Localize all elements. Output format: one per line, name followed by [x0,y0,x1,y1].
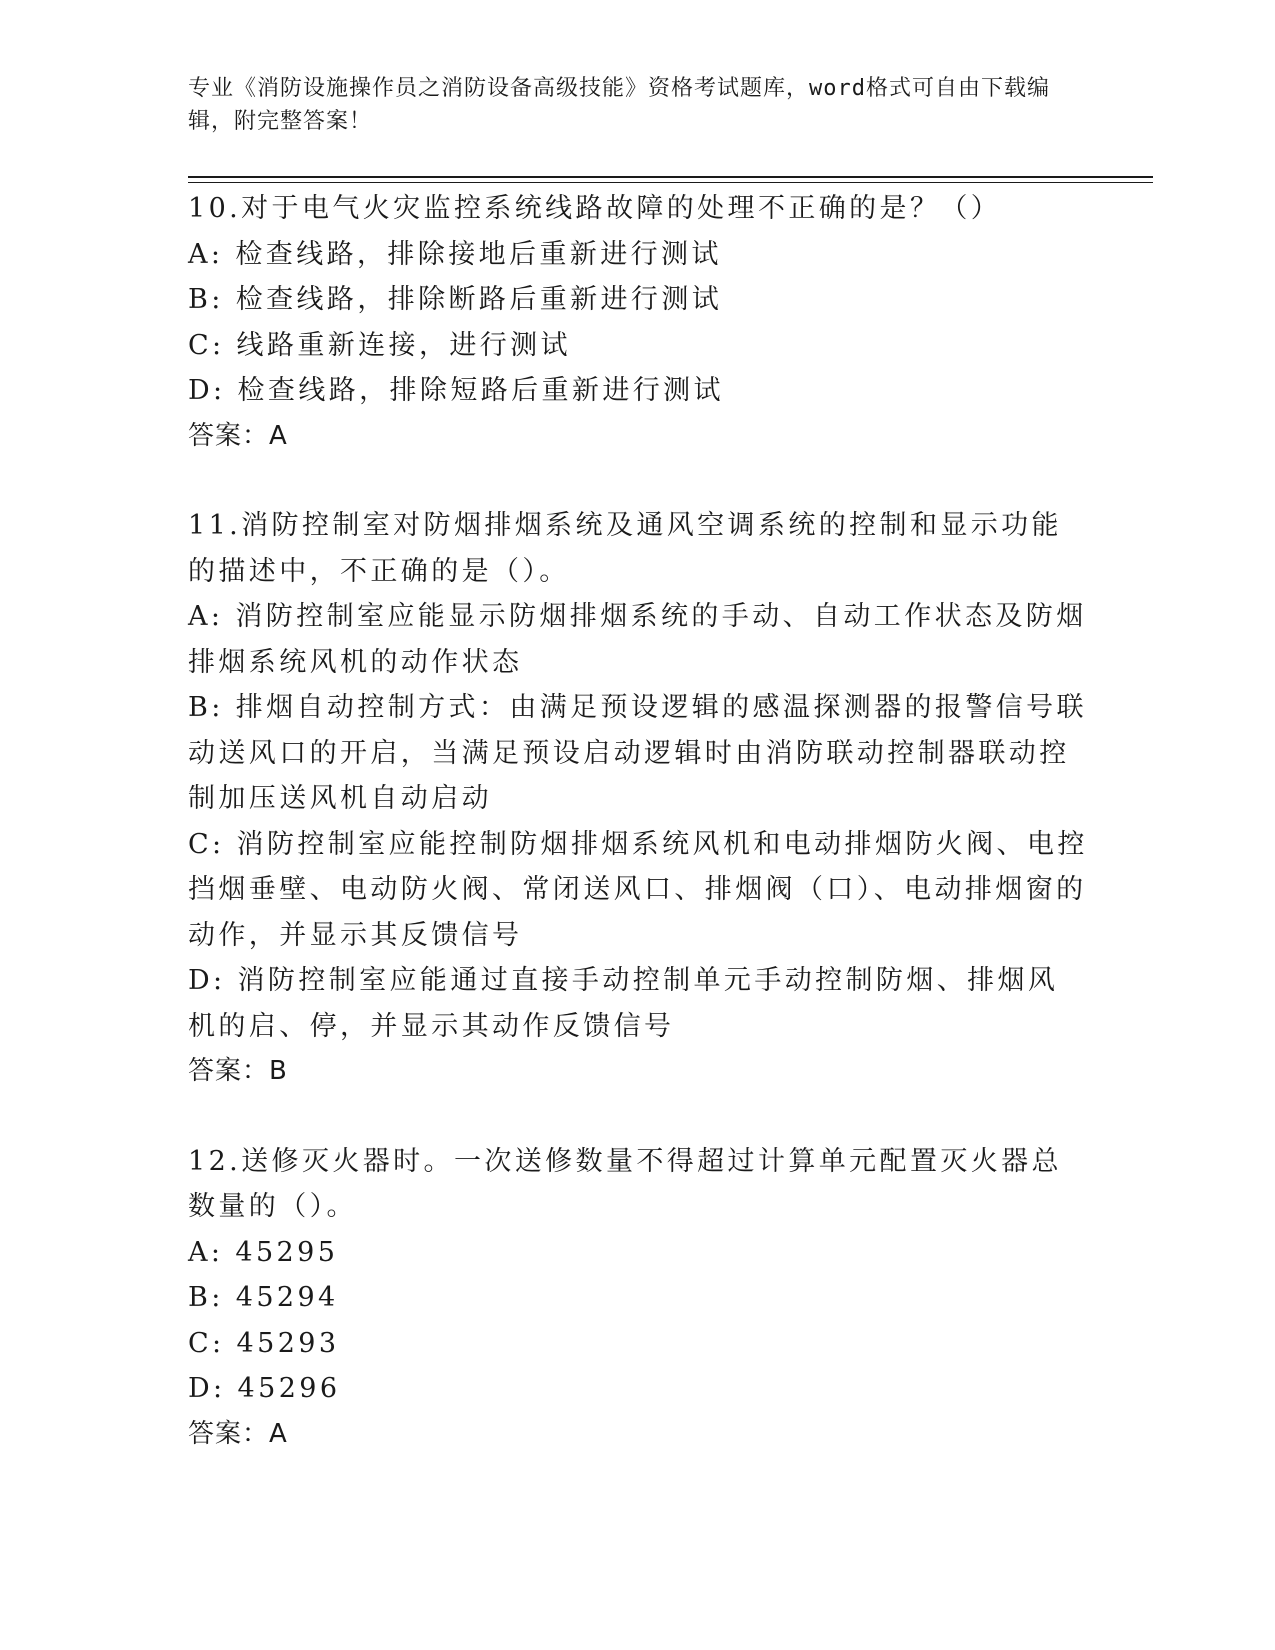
answer-value: A [269,420,288,451]
option-text: 消防控制室应能控制防烟排烟系统风机和电动排烟防火阀、电控挡烟垂壁、电动防火阀、常闭送风口、排烟阀（口）、电动排烟窗的动作，并显示其反馈信号 [188,828,1088,951]
option-text: 45295 [235,1236,339,1268]
option-a [188,232,1088,278]
question-text: 消防控制室对防烟排烟系统及通风空调系统的控制和显示功能的描述中，不正确的是（）。 [188,510,1062,587]
option-text: 线路重新连接，进行测试 [236,329,571,361]
option-a [188,594,1088,685]
option-label: A: [188,601,224,632]
option-label: D: [188,375,226,406]
option-label: B: [188,284,224,315]
option-label: A: [188,1236,224,1268]
document-header: 专业《消防设施操作员之消防设备高级技能》资格考试题库，word格式可自由下载编辑，附完整答案！ [188,76,1050,134]
question-stem [188,503,1088,594]
answer-label: 答案： [188,420,270,451]
question-list [188,186,1088,1457]
answer-value: A [269,1418,288,1449]
option-c [188,323,1088,369]
answer-line [188,1049,1088,1095]
option-a [188,1230,1088,1276]
answer-line [188,414,1088,460]
question-spacer [188,459,1088,503]
option-b [188,685,1088,822]
answer-label: 答案： [188,1418,270,1449]
question-spacer [188,1095,1088,1139]
question-number: 10. [188,193,242,224]
option-text: 检查线路，排除接地后重新进行测试 [235,238,722,270]
question-10 [188,186,1088,459]
question-text: 对于电气火灾监控系统线路故障的处理不正确的是？（） [241,193,1002,224]
option-label: C: [188,828,225,860]
option-d [188,958,1088,1049]
option-text: 45296 [237,1373,341,1404]
option-label: B: [188,1282,224,1313]
header-divider-thin [188,182,1153,183]
option-b [188,1275,1088,1321]
option-label: A: [188,238,224,270]
option-text: 排烟自动控制方式：由满足预设逻辑的感温探测器的报警信号联动送风口的开启，当满足预设启动逻辑时由消防联动控制器联动控制加压送风机自动启动 [188,692,1087,814]
question-number: 12. [188,1145,242,1177]
question-11 [188,503,1088,1095]
option-text: 检查线路，排除断路后重新进行测试 [235,284,723,315]
option-label: C: [188,329,225,361]
option-label: C: [188,1327,225,1359]
question-number: 11. [188,510,242,541]
question-stem [188,1139,1088,1230]
option-text: 消防控制室应能通过直接手动控制单元手动控制防烟、排烟风机的启、停，并显示其动作反馈信号 [188,965,1059,1042]
question-12 [188,1139,1088,1458]
header-divider-thick [188,176,1153,178]
option-label: D: [188,965,226,996]
option-label: D: [188,1373,226,1404]
option-b [188,277,1088,323]
option-d [188,1366,1088,1412]
option-d [188,368,1088,414]
question-text: 送修灭火器时。一次送修数量不得超过计算单元配置灭火器总数量的（）。 [188,1145,1062,1222]
option-c [188,822,1088,959]
answer-label: 答案： [188,1056,270,1086]
option-label: B: [188,692,224,723]
question-stem [188,186,1088,232]
answer-value: B [269,1056,288,1086]
answer-line [188,1412,1088,1458]
option-text: 消防控制室应能显示防烟排烟系统的手动、自动工作状态及防烟排烟系统风机的动作状态 [188,601,1087,678]
option-text: 45294 [235,1282,339,1313]
option-c [188,1321,1088,1367]
option-text: 45293 [236,1327,340,1359]
option-text: 检查线路，排除短路后重新进行测试 [237,375,724,406]
